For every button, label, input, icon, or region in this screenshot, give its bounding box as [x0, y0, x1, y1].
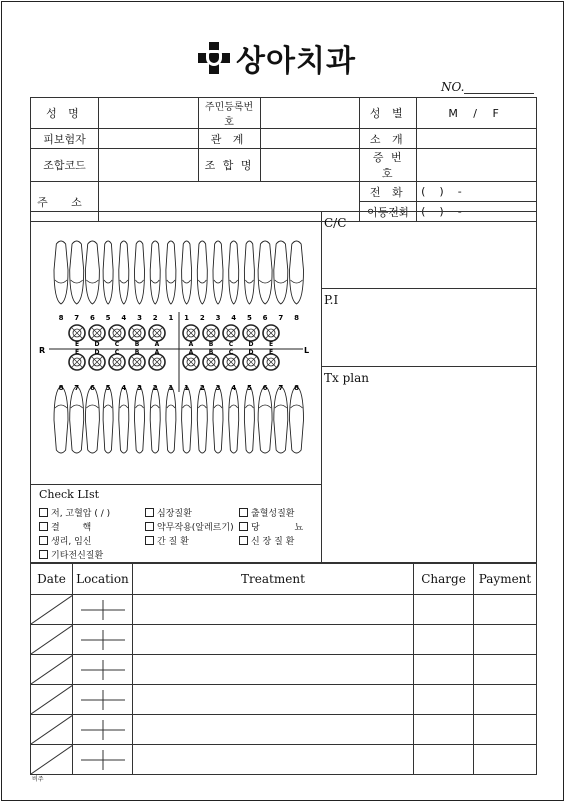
date-diagonal [31, 685, 73, 714]
date-diagonal [31, 745, 73, 774]
payment-cell[interactable] [473, 745, 536, 775]
lower-tooth-detail [291, 405, 303, 408]
upper-tooth-outline [119, 241, 129, 304]
location-cell[interactable] [72, 745, 132, 775]
upper-tooth-detail [167, 280, 175, 283]
check-item[interactable]: 저, 고혈압 ( / ) [39, 506, 110, 519]
charge-cell[interactable] [414, 625, 474, 655]
lower-primary-letter: D [248, 349, 254, 356]
upper-tooth-outline [70, 241, 84, 304]
right-side-mark: R [39, 346, 46, 355]
date-diagonal [31, 595, 73, 624]
checkbox[interactable] [239, 536, 248, 545]
lower-tooth-number: 8 [294, 384, 299, 392]
payment-cell[interactable] [473, 595, 536, 625]
lower-tooth-detail [198, 405, 206, 408]
phone-label: 전 화 [360, 182, 417, 202]
quadrant-cross [73, 655, 133, 684]
lower-tooth-outline [85, 386, 99, 453]
upper-tooth-number: 2 [152, 314, 158, 322]
lower-tooth-detail [214, 405, 222, 408]
phone-field[interactable]: ( ) - [417, 182, 537, 202]
relation-label: 관 계 [198, 129, 260, 149]
header-date: Date [31, 564, 73, 595]
treatment-table [30, 563, 537, 775]
cert-no-field[interactable] [417, 149, 537, 182]
clinic-logo [198, 36, 356, 80]
upper-tooth-number: 3 [215, 314, 221, 322]
cert-no-label: 증 번 호 [360, 149, 417, 182]
upper-tooth-detail [275, 280, 287, 283]
date-cell[interactable] [31, 595, 73, 625]
header-charge: Charge [414, 564, 474, 595]
checklist [31, 484, 322, 563]
lower-tooth-outline [103, 386, 113, 453]
lower-tooth-number: 3 [215, 384, 221, 392]
lower-tooth-number: 8 [58, 384, 64, 392]
location-cell[interactable] [72, 685, 132, 715]
cross-tooth-icon [198, 42, 230, 74]
upper-tooth-number: 5 [105, 314, 111, 322]
date-cell[interactable] [31, 655, 73, 685]
rrn-label: 주민등록번호 [198, 98, 260, 129]
location-cell[interactable] [72, 625, 132, 655]
rrn-field[interactable] [260, 98, 360, 129]
date-cell[interactable] [31, 745, 73, 775]
mobile-label: 이동전화 [360, 202, 417, 222]
lower-tooth-outline [229, 386, 239, 453]
lower-tooth-number: 2 [199, 384, 205, 392]
quadrant-cross [73, 685, 133, 714]
upper-tooth-number: 7 [74, 314, 80, 322]
lower-tooth-number: 3 [137, 384, 142, 392]
date-diagonal [31, 625, 73, 654]
notes-column [321, 212, 536, 562]
upper-tooth-outline [182, 241, 192, 304]
lower-tooth-outline [135, 386, 145, 453]
payment-cell[interactable] [473, 715, 536, 745]
lower-primary-letter: D [94, 349, 100, 356]
date-cell[interactable] [31, 625, 73, 655]
table-row [31, 595, 537, 625]
checkbox[interactable] [39, 508, 48, 517]
check-item[interactable]: 약무작용(알레르기) [145, 520, 234, 533]
upper-tooth-number: 7 [278, 314, 284, 322]
payment-cell[interactable] [473, 625, 536, 655]
union-name-label: 조 합 명 [198, 149, 260, 182]
clinic-name: 상아치과 [236, 44, 356, 79]
quadrant-cross [73, 715, 133, 744]
payment-cell[interactable] [473, 685, 536, 715]
upper-tooth-number: 8 [294, 314, 299, 322]
upper-tooth-outline [166, 241, 176, 304]
lower-tooth-number: 6 [262, 384, 268, 392]
header-location: Location [72, 564, 132, 595]
charge-cell[interactable] [414, 685, 474, 715]
table-row [31, 625, 537, 655]
checkbox[interactable] [145, 522, 154, 531]
relation-field[interactable] [260, 129, 360, 149]
chart-number-field[interactable] [464, 81, 534, 94]
upper-tooth-outline [229, 241, 239, 304]
date-diagonal [31, 655, 73, 684]
upper-tooth-number: 1 [168, 314, 174, 322]
lower-tooth-outline [70, 386, 84, 453]
lower-primary-letter: B [208, 349, 214, 356]
upper-tooth-detail [183, 280, 191, 283]
lower-tooth-outline [290, 386, 304, 453]
upper-tooth-detail [151, 280, 159, 283]
chart-number-label: NO. [441, 80, 465, 94]
upper-tooth-detail [55, 280, 67, 283]
payment-cell[interactable] [473, 655, 536, 685]
upper-tooth-outline [290, 241, 304, 304]
lower-primary-letter: C [114, 349, 120, 356]
lower-tooth-outline [166, 386, 176, 453]
check-item[interactable]: 생리, 임신 [39, 534, 92, 547]
header-treatment: Treatment [132, 564, 413, 595]
table-row [31, 655, 537, 685]
upper-tooth-outline [258, 241, 272, 304]
treatment-cell[interactable] [132, 715, 413, 745]
upper-tooth-detail [86, 280, 98, 283]
upper-tooth-detail [104, 280, 112, 283]
lower-tooth-detail [275, 405, 287, 408]
lower-tooth-detail [151, 405, 159, 408]
checklist-title: Check LIst [39, 488, 100, 501]
lower-primary-letter: B [134, 349, 140, 356]
cc-label: C/C [324, 216, 347, 230]
checkbox[interactable] [145, 508, 154, 517]
check-item[interactable]: 간 질 환 [145, 534, 189, 547]
upper-primary-letter: E [74, 341, 80, 348]
referral-field[interactable] [417, 129, 537, 149]
upper-tooth-number: 2 [199, 314, 205, 322]
insured-field[interactable] [98, 129, 198, 149]
lower-tooth-outline [213, 386, 223, 453]
upper-primary-letter: B [208, 341, 214, 348]
check-item[interactable]: 당 뇨 [239, 520, 319, 533]
upper-primary-letter: D [94, 341, 100, 348]
upper-tooth-outline [197, 241, 207, 304]
check-item[interactable]: 결 핵 [39, 520, 95, 533]
lower-primary-letter: A [154, 349, 160, 356]
upper-tooth-number: 3 [137, 314, 142, 322]
upper-tooth-outline [213, 241, 223, 304]
table-row [31, 745, 537, 775]
treatment-cell[interactable] [132, 745, 413, 775]
lower-tooth-detail [120, 405, 128, 408]
upper-tooth-detail [291, 280, 303, 283]
lower-tooth-outline [244, 386, 254, 453]
lower-tooth-number: 5 [105, 384, 111, 392]
lower-tooth-number: 4 [231, 384, 237, 392]
quadrant-cross [73, 625, 133, 654]
quadrant-cross [73, 595, 133, 624]
footer-mark: 비주 [32, 776, 44, 783]
charge-cell[interactable] [414, 595, 474, 625]
cc-section[interactable] [321, 212, 536, 289]
table-row [31, 715, 537, 745]
lower-tooth-detail [259, 405, 271, 408]
referral-label: 소 개 [360, 129, 417, 149]
lower-tooth-number: 1 [168, 384, 174, 392]
checkbox[interactable] [145, 536, 154, 545]
upper-tooth-number: 6 [262, 314, 268, 322]
clinical-section [30, 211, 537, 563]
date-cell[interactable] [31, 715, 73, 745]
upper-tooth-number: 5 [246, 314, 252, 322]
check-item[interactable]: 출혈성질환 [239, 506, 294, 519]
upper-tooth-number: 8 [58, 314, 64, 322]
table-row [31, 685, 537, 715]
checkbox[interactable] [39, 522, 48, 531]
sex-label: 성 별 [360, 98, 417, 129]
dental-chart-diagram[interactable] [31, 212, 321, 484]
lower-tooth-number: 1 [184, 384, 190, 392]
sex-field[interactable]: M / F [417, 98, 537, 129]
quadrant-cross [73, 745, 133, 774]
upper-tooth-detail [120, 280, 128, 283]
upper-tooth-detail [136, 280, 144, 283]
check-item[interactable]: 기타전신질환 [39, 548, 103, 561]
upper-tooth-number: 6 [89, 314, 95, 322]
location-cell[interactable] [72, 655, 132, 685]
upper-tooth-detail [198, 280, 206, 283]
lower-tooth-detail [167, 405, 175, 408]
location-cell[interactable] [72, 715, 132, 745]
lower-tooth-number: 7 [278, 384, 284, 392]
lower-tooth-outline [197, 386, 207, 453]
check-item[interactable]: 심장질환 [145, 506, 192, 519]
checkbox[interactable] [39, 536, 48, 545]
lower-tooth-detail [183, 405, 191, 408]
lower-tooth-number: 5 [246, 384, 252, 392]
insured-label: 피보험자 [31, 129, 99, 149]
upper-tooth-detail [245, 280, 253, 283]
tx-plan-label: Tx plan [324, 371, 369, 385]
lower-primary-letter: E [268, 349, 274, 356]
upper-tooth-outline [244, 241, 254, 304]
location-cell[interactable] [72, 595, 132, 625]
check-item[interactable]: 신 장 질 환 [239, 534, 294, 547]
upper-tooth-number: 1 [184, 314, 190, 322]
dental-chart [31, 212, 322, 484]
upper-tooth-number: 4 [231, 314, 237, 322]
charge-cell[interactable] [414, 745, 474, 775]
lower-tooth-outline [274, 386, 288, 453]
header-payment: Payment [473, 564, 536, 595]
upper-tooth-outline [103, 241, 113, 304]
name-field[interactable] [98, 98, 198, 129]
upper-primary-letter: C [114, 341, 120, 348]
tx-plan-section[interactable] [321, 367, 536, 561]
lower-tooth-outline [150, 386, 160, 453]
address-label: 주 소 [31, 182, 99, 222]
date-cell[interactable] [31, 685, 73, 715]
upper-tooth-outline [135, 241, 145, 304]
lower-tooth-detail [245, 405, 253, 408]
lower-tooth-detail [136, 405, 144, 408]
date-diagonal [31, 715, 73, 744]
lower-tooth-number: 6 [89, 384, 95, 392]
charge-cell[interactable] [414, 655, 474, 685]
union-code-label: 조합코드 [31, 149, 99, 182]
lower-tooth-detail [55, 405, 67, 408]
upper-primary-letter: D [248, 341, 254, 348]
lower-primary-letter: C [228, 349, 234, 356]
pi-label: P.I [324, 293, 339, 307]
left-side-mark: L [304, 346, 310, 355]
patient-info-table [30, 97, 537, 222]
upper-primary-letter: A [154, 341, 160, 348]
lower-tooth-detail [71, 405, 83, 408]
upper-tooth-outline [150, 241, 160, 304]
lower-tooth-outline [54, 386, 68, 453]
treatment-cell[interactable] [132, 595, 413, 625]
lower-tooth-detail [230, 405, 238, 408]
lower-tooth-detail [104, 405, 112, 408]
lower-tooth-number: 4 [121, 384, 127, 392]
chart-number [441, 80, 534, 94]
upper-primary-letter: B [134, 341, 140, 348]
upper-tooth-detail [214, 280, 222, 283]
checkbox[interactable] [239, 508, 248, 517]
pi-section[interactable] [321, 289, 536, 367]
upper-tooth-detail [71, 280, 83, 283]
union-code-field[interactable] [98, 149, 198, 182]
lower-primary-letter: A [188, 349, 194, 356]
charge-cell[interactable] [414, 715, 474, 745]
upper-tooth-number: 4 [121, 314, 127, 322]
upper-tooth-detail [230, 280, 238, 283]
upper-tooth-detail [259, 280, 271, 283]
treatment-cell[interactable] [132, 625, 413, 655]
lower-tooth-number: 2 [152, 384, 158, 392]
treatment-cell[interactable] [132, 685, 413, 715]
union-name-field[interactable] [260, 149, 360, 182]
upper-primary-letter: C [228, 341, 234, 348]
upper-primary-letter: A [188, 341, 194, 348]
lower-tooth-outline [258, 386, 272, 453]
upper-tooth-outline [274, 241, 288, 304]
upper-tooth-outline [54, 241, 68, 304]
lower-tooth-outline [182, 386, 192, 453]
checkbox[interactable] [239, 522, 248, 531]
lower-tooth-number: 7 [74, 384, 80, 392]
treatment-cell[interactable] [132, 655, 413, 685]
lower-tooth-detail [86, 405, 98, 408]
name-label: 성 명 [31, 98, 99, 129]
lower-primary-letter: E [74, 349, 80, 356]
lower-tooth-outline [119, 386, 129, 453]
upper-tooth-outline [85, 241, 99, 304]
checkbox[interactable] [39, 550, 48, 559]
upper-primary-letter: E [268, 341, 274, 348]
mobile-field[interactable]: ( ) - [417, 202, 537, 222]
